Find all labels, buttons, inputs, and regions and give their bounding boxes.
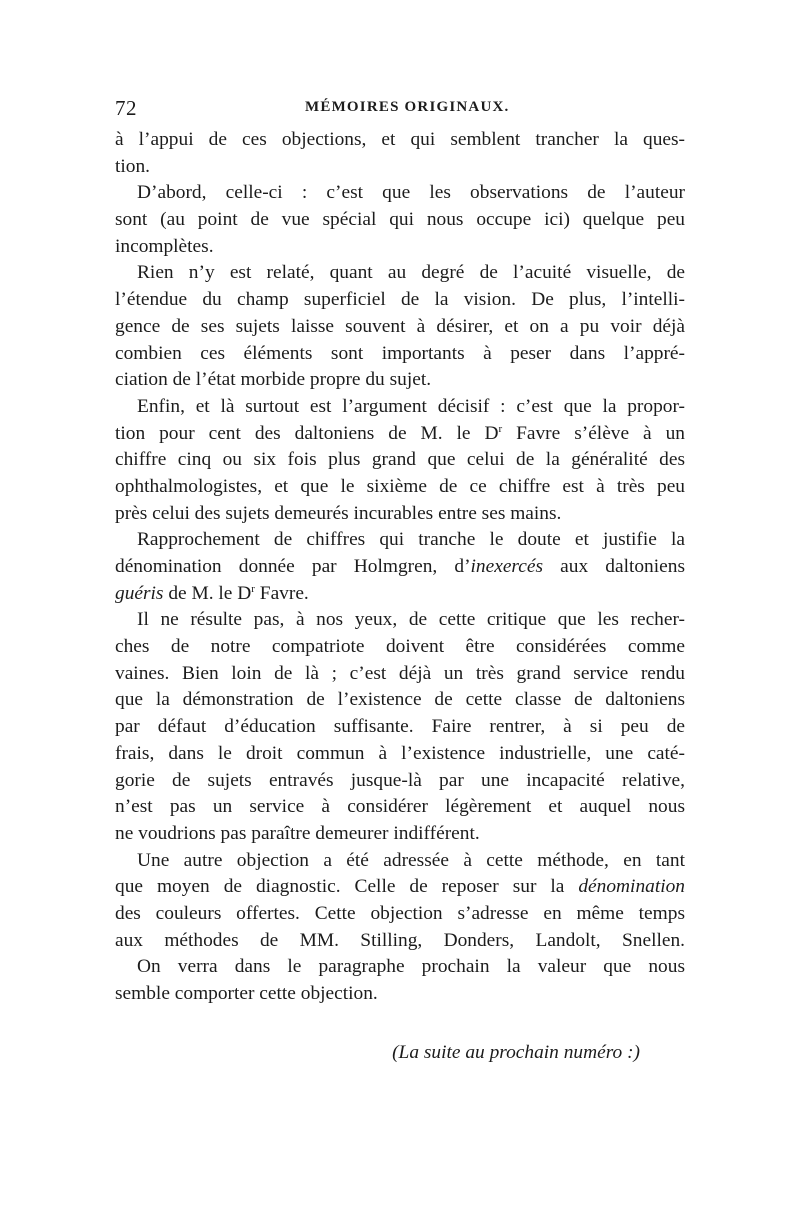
page-header: [115, 96, 685, 126]
italic-text: guéris: [115, 582, 164, 604]
line-text: ne voudrions pas paraître demeurer indifférent.: [115, 822, 480, 844]
text-line: [115, 954, 685, 981]
text-line: [115, 874, 685, 901]
text-line: [115, 234, 685, 261]
line-text: combien ces éléments sont importants à peser dans l’appré-: [115, 342, 685, 364]
line-text: que moyen de diagnostic. Celle de reposer sur la: [115, 876, 579, 898]
text-line: [115, 687, 685, 714]
line-text: sont (au point de vue spécial qui nous occupe ici) quelque peu: [115, 209, 685, 231]
line-text: Favre.: [254, 582, 309, 604]
line-text: Rien n’y est relaté, quant au degré de l’acuité visuelle, de: [137, 262, 685, 284]
line-text: Enfin, et là surtout est l’argument décisif : c’est que la propor-: [137, 395, 685, 417]
running-head: MÉMOIRES ORIGINAUX.: [305, 99, 510, 115]
line-text: On verra dans le paragraphe prochain la valeur que nous: [137, 956, 685, 978]
text-line: [115, 367, 685, 394]
text-line: [115, 447, 685, 474]
line-text: gorie de sujets entravés jusque-là par une incapacité relative,: [115, 769, 685, 791]
line-text: dénomination donnée par Holmgren, d’: [115, 556, 471, 577]
line-text: D’abord, celle-ci : c’est que les observations de l’auteur: [137, 182, 685, 204]
text-line: [115, 768, 685, 795]
text-line: [115, 634, 685, 661]
line-text: à l’appui de ces objections, et qui semblent trancher la ques-: [115, 129, 685, 150]
line-text: chiffre cinq ou six fois plus grand que celui de la généralité des: [115, 449, 685, 471]
continuation-note: (La suite au prochain numéro :): [392, 1042, 640, 1063]
line-text: que la démonstration de l’existence de cette classe de daltoniens: [115, 689, 685, 711]
line-text: l’étendue du champ superficiel de la vision. De plus, l’intelli-: [115, 289, 685, 311]
line-text: tion pour cent des daltoniens de M. le D: [115, 422, 499, 444]
text-line: [115, 821, 685, 848]
text-line: [115, 901, 685, 928]
line-text: près celui des sujets demeurés incurables entre ses mains.: [115, 502, 562, 524]
line-text: tion.: [115, 155, 151, 177]
line-text: ciation de l’état morbide propre du sujet.: [115, 369, 432, 391]
line-text: gence de ses sujets laisse souvent à désirer, et on a pu voir déjà: [115, 315, 685, 337]
line-text: aux méthodes de MM. Stilling, Donders, Landolt, Snellen.: [115, 929, 685, 951]
italic-text: dénomination: [578, 876, 685, 898]
text-line: [115, 981, 685, 1008]
text-line: [115, 314, 685, 341]
text-line: [115, 260, 685, 287]
superscript: r: [498, 422, 503, 435]
text-line: [115, 474, 685, 501]
line-text: par défaut d’éducation suffisante. Faire rentrer, à si peu de: [115, 716, 685, 738]
text-line: [115, 661, 685, 688]
line-text: Rapprochement de chiffres qui tranche le doute et justifie la: [137, 529, 685, 551]
body-text: [115, 127, 685, 1008]
text-line: [115, 501, 685, 528]
line-text: frais, dans le droit commun à l’existence industrielle, une caté-: [115, 742, 685, 764]
text-line: [115, 607, 685, 634]
text-line: [115, 341, 685, 368]
line-text: des couleurs offertes. Cette objection s’adresse en même temps: [115, 902, 685, 924]
italic-text: inexercés: [470, 556, 544, 577]
line-text: Une autre objection a été adressée à cette méthode, en tant: [137, 849, 685, 871]
line-text: ophthalmologistes, et que le sixième de ce chiffre est à très peu: [115, 475, 685, 497]
line-text: semble comporter cette objection.: [115, 983, 378, 1004]
line-text: vaines. Bien loin de là ; c’est déjà un très grand service rendu: [115, 662, 685, 684]
line-text: incomplètes.: [115, 235, 214, 257]
text-line: [115, 581, 685, 608]
line-text: Il ne résulte pas, à nos yeux, de cette critique que les recher-: [137, 609, 685, 631]
text-line: [115, 714, 685, 741]
text-line: [115, 554, 685, 581]
text-line: [115, 180, 685, 207]
text-line: [115, 928, 685, 955]
text-line: [115, 154, 685, 181]
line-text: n’est pas un service à considérer légèrement et auquel nous: [115, 796, 685, 818]
text-line: [115, 794, 685, 821]
page-number: 72: [115, 96, 137, 120]
text-line: [115, 394, 685, 421]
line-text: de M. le D: [163, 582, 252, 604]
text-line: [115, 527, 685, 554]
text-line: [115, 207, 685, 234]
line-text: ches de notre compatriote doivent être considérées comme: [115, 636, 685, 658]
text-line: [115, 848, 685, 875]
text-line: [115, 127, 685, 154]
text-line: [115, 287, 685, 314]
superscript: r: [251, 582, 255, 595]
text-line: [115, 741, 685, 768]
line-text: Favre s’élève à un: [502, 422, 685, 444]
text-line: [115, 421, 685, 448]
line-text: aux daltoniens: [543, 556, 685, 577]
